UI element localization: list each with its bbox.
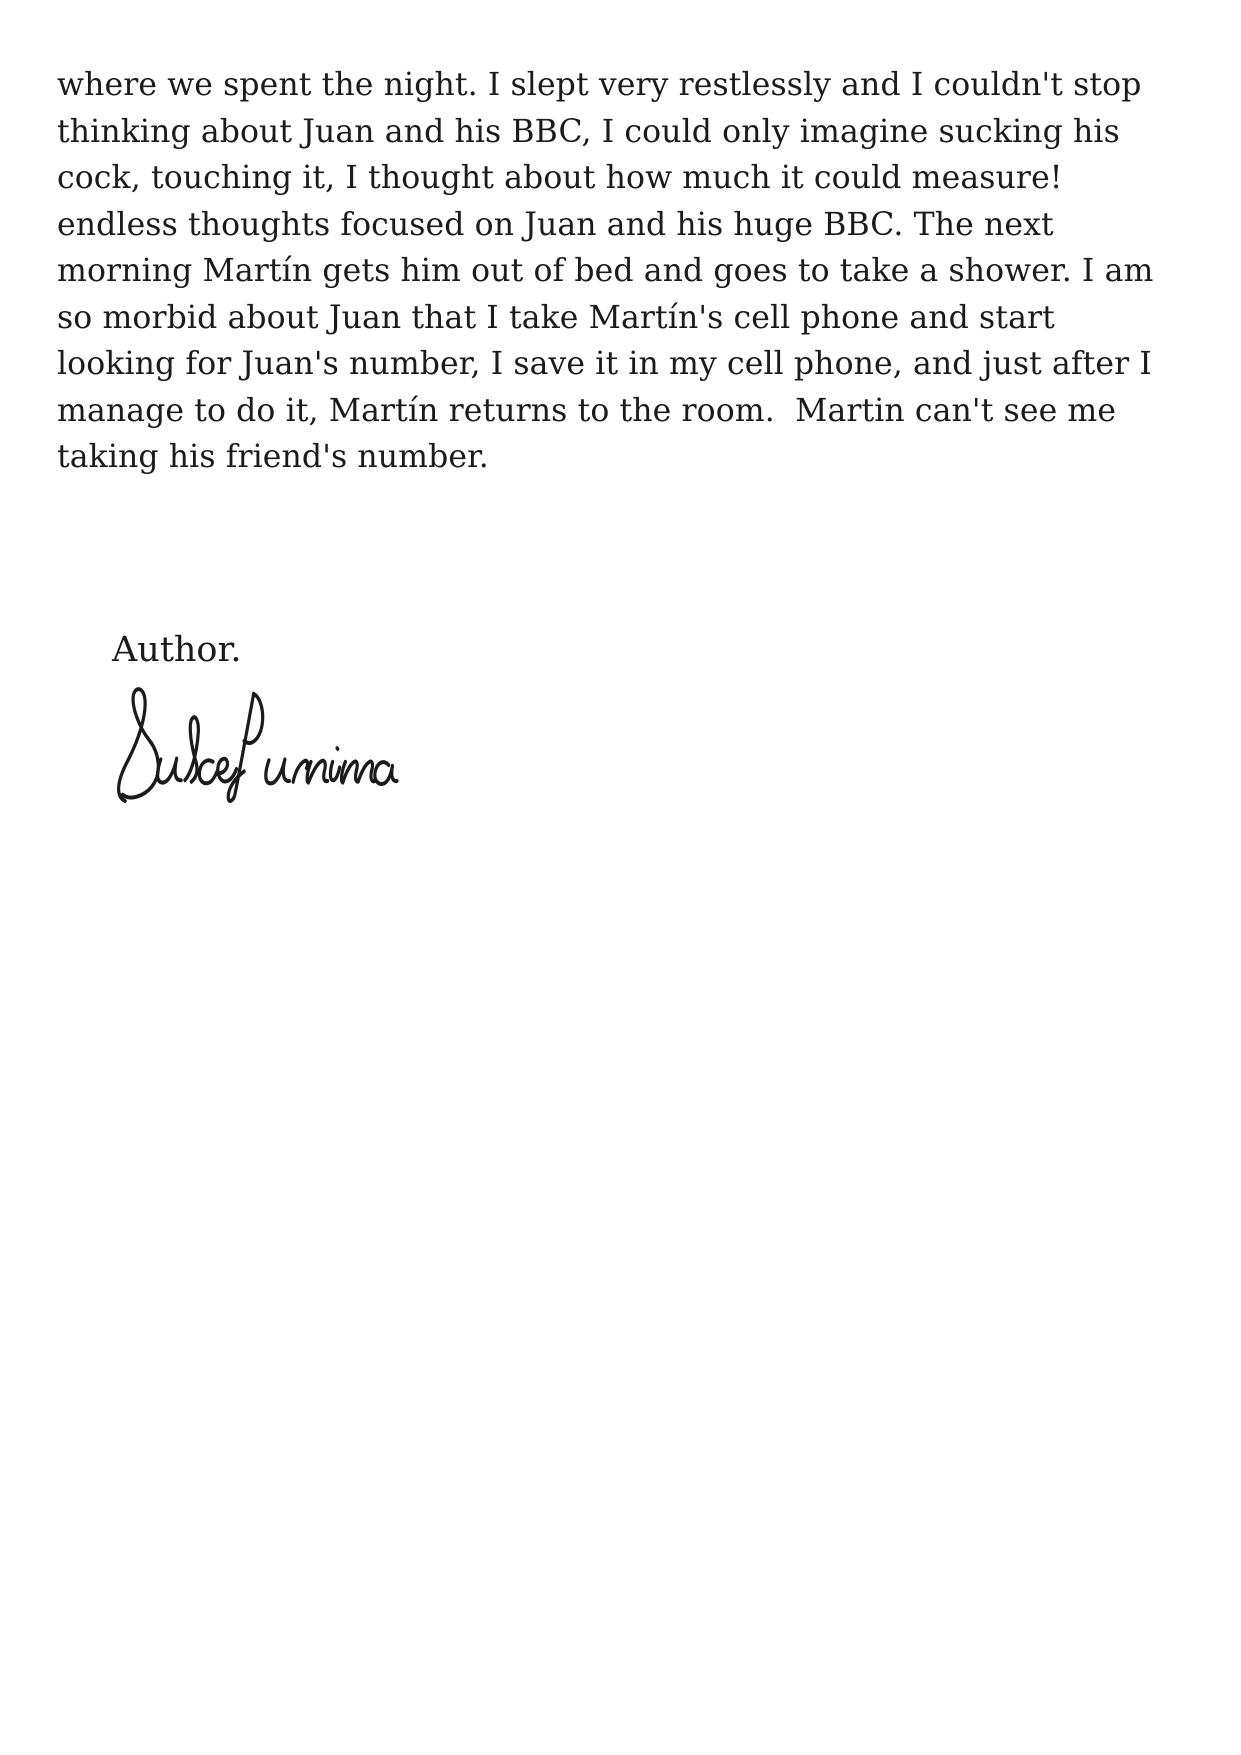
paragraph-line: thinking about Juan and his BBC, I could only imagine sucking his [57, 113, 1120, 150]
signature-image [106, 681, 402, 809]
story-paragraph [57, 62, 1207, 481]
paragraph-line: manage to do it, Martín returns to the room. Martin can't see me [57, 392, 1117, 429]
paragraph-line: looking for Juan's number, I save it in my cell phone, and just after I [57, 346, 1152, 382]
paragraph-line: cock, touching it, I thought about how much it could measure! [57, 160, 1063, 196]
paragraph-line: so morbid about Juan that I take Martín's cell phone and start [57, 299, 1055, 336]
paragraph-line: taking his friend's number. [57, 439, 489, 475]
paragraph-line: where we spent the night. I slept very restlessly and I couldn't stop [57, 67, 1142, 103]
author-label: Author. [112, 630, 242, 670]
paragraph-line: morning Martín gets him out of bed and goes to take a shower. I am [57, 253, 1154, 289]
paragraph-line: endless thoughts focused on Juan and his huge BBC. The next [57, 206, 1054, 243]
